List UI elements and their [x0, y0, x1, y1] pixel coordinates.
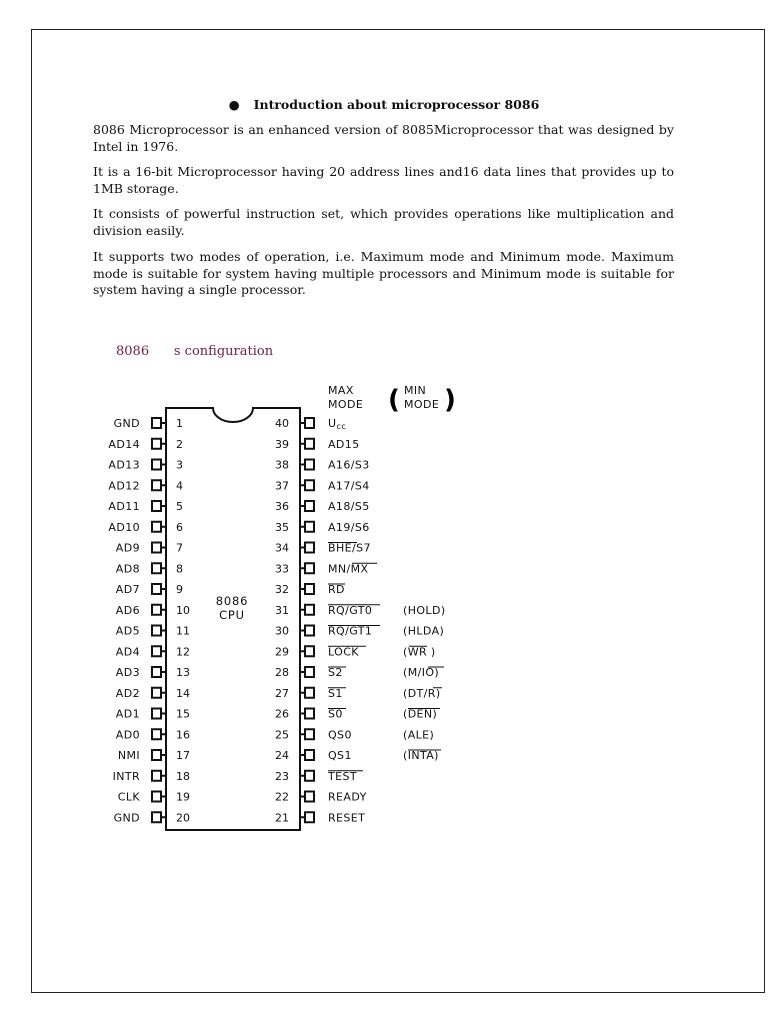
pin-name-left-3: AD13: [108, 458, 140, 472]
min-mode-open-paren: (: [388, 385, 400, 415]
pin-name-right-31: RQ/GT0: [328, 603, 373, 617]
pin-name-right-34: BHE/S7: [328, 541, 371, 555]
pins-group: [108, 417, 445, 824]
pin-number-36: 36: [275, 500, 289, 513]
pin-name-left-9: AD7: [115, 583, 140, 596]
pin-box-right-29: [305, 646, 314, 656]
bullet-marker: ●: [228, 97, 240, 112]
pin-name-left-16: AD0: [115, 728, 140, 742]
pin-name-left-7: AD9: [115, 541, 140, 555]
pin-name-right-25: QS0: [328, 728, 352, 742]
pin-number-27: 27: [275, 686, 289, 700]
pin-box-left-3: [152, 460, 161, 470]
chip-label-line1: 8086: [215, 594, 249, 608]
pin-box-right-27: [305, 688, 314, 698]
pin-number-26: 26: [275, 707, 289, 721]
pin-box-left-8: [152, 563, 161, 573]
pin-name-left-6: AD10: [108, 520, 140, 534]
pin-number-6: 6: [176, 520, 183, 534]
pin-box-right-21: [305, 812, 314, 822]
pin-name-right-27: S1: [328, 686, 343, 700]
pin-number-14: 14: [176, 686, 190, 700]
pin-name-left-18: INTR: [112, 769, 140, 783]
paragraph-2: It is a 16-bit Microprocessor having 20 address lines and16 data lines that provides up to 1MB storage.: [93, 164, 674, 196]
pin-box-right-28: [305, 667, 314, 677]
pin-number-13: 13: [176, 666, 190, 679]
max-mode-line1: MAX: [328, 384, 354, 397]
pin-box-right-32: [305, 584, 314, 594]
pin-name-right-37: A17/S4: [328, 479, 370, 493]
pin-name-left-12: AD4: [115, 645, 140, 659]
pin-name-right-24: QS1: [328, 749, 352, 762]
min-mode-line1: MIN: [404, 384, 427, 397]
paragraph-1: 8086 Microprocessor is an enhanced version of 8085Microprocessor that was designed by Intel in 1976.: [93, 122, 674, 154]
pin-name-left-14: AD2: [115, 686, 140, 700]
min-mode-line2: MODE: [404, 398, 440, 411]
pin-min-mode-27: (DT/R): [403, 686, 441, 700]
pin-number-3: 3: [176, 458, 183, 472]
pin-name-left-19: CLK: [117, 790, 140, 804]
pin-number-5: 5: [176, 500, 183, 513]
pin-number-21: 21: [275, 811, 289, 825]
pin-number-23: 23: [275, 769, 289, 783]
pin-min-mode-30: (HLDA): [403, 624, 445, 638]
pin-name-left-20: GND: [113, 811, 140, 825]
pin-name-right-38: A16/S3: [328, 458, 370, 472]
figure-caption: 8086 s configuration: [116, 344, 274, 359]
pin-box-left-14: [152, 688, 161, 698]
pin-number-17: 17: [176, 749, 190, 762]
pin-number-9: 9: [176, 583, 183, 596]
chip-label-line2: CPU: [219, 608, 245, 622]
pin-number-30: 30: [275, 624, 289, 638]
pin-box-right-23: [305, 771, 314, 781]
pin-number-7: 7: [176, 541, 183, 555]
pin-number-38: 38: [275, 458, 289, 472]
pin-min-mode-31: (HOLD): [403, 603, 446, 617]
pin-name-right-35: A19/S6: [328, 520, 370, 534]
pin-box-left-9: [152, 584, 161, 594]
pin-name-left-10: AD6: [115, 603, 140, 617]
pin-number-28: 28: [275, 666, 289, 679]
pin-min-mode-29: (WR ): [403, 645, 436, 659]
pin-number-10: 10: [176, 603, 190, 617]
pin-min-mode-28: (M/IO): [403, 666, 440, 679]
pin-number-8: 8: [176, 562, 183, 576]
pin-name-right-39: AD15: [328, 437, 360, 451]
max-mode-line2: MODE: [328, 398, 364, 411]
pin-box-right-22: [305, 792, 314, 802]
pin-number-16: 16: [176, 728, 190, 742]
paragraph-4: It supports two modes of operation, i.e. Maximum mode and Minimum mode. Maximum mode is suitable for system having multiple processors and Minimum mode is suitable for system having a single processor.: [93, 249, 674, 297]
pin-number-34: 34: [275, 541, 289, 555]
pin-name-left-4: AD12: [108, 479, 140, 493]
pin-box-left-12: [152, 646, 161, 656]
pin-name-left-1: GND: [113, 417, 140, 430]
pin-number-24: 24: [275, 749, 289, 762]
pin-number-22: 22: [275, 790, 289, 804]
pin-name-left-5: AD11: [108, 500, 140, 513]
paragraph-3: It consists of powerful instruction set, which provides operations like multiplication and division easily.: [93, 206, 674, 238]
pin-number-31: 31: [275, 603, 289, 617]
pin-box-left-4: [152, 480, 161, 490]
pin-number-29: 29: [275, 645, 289, 659]
pin-number-40: 40: [275, 417, 289, 430]
pin-name-right-21: RESET: [328, 811, 366, 825]
pin-box-left-5: [152, 501, 161, 511]
pin-box-right-33: [305, 563, 314, 573]
min-mode-close-paren: ): [444, 385, 456, 415]
pin-name-right-33: MN/MX: [328, 562, 369, 576]
pin-number-32: 32: [275, 583, 289, 596]
pin-number-18: 18: [176, 769, 190, 783]
pin-min-mode-25: (ALE): [403, 728, 435, 742]
pin-box-right-38: [305, 460, 314, 470]
pin-number-25: 25: [275, 728, 289, 742]
pin-name-right-22: READY: [328, 790, 367, 804]
pin-number-2: 2: [176, 437, 183, 451]
pin-box-left-20: [152, 812, 161, 822]
pin-name-right-23: TEST: [328, 769, 357, 783]
pin-box-right-30: [305, 626, 314, 636]
pin-box-right-31: [305, 605, 314, 615]
pin-number-12: 12: [176, 645, 190, 659]
pin-name-right-40: Ucc: [328, 417, 347, 431]
pin-box-right-37: [305, 480, 314, 490]
pin-box-left-19: [152, 792, 161, 802]
pin-box-left-6: [152, 522, 161, 532]
pin-number-39: 39: [275, 437, 289, 451]
pin-box-left-2: [152, 439, 161, 449]
pin-number-15: 15: [176, 707, 190, 721]
pin-box-left-13: [152, 667, 161, 677]
pin-box-left-15: [152, 709, 161, 719]
pin-box-right-40: [305, 418, 314, 428]
pin-box-right-24: [305, 750, 314, 760]
pin-name-left-13: AD3: [115, 666, 140, 679]
pin-number-37: 37: [275, 479, 289, 493]
pin-name-left-15: AD1: [115, 707, 140, 721]
pin-name-left-2: AD14: [108, 437, 140, 451]
pin-name-right-28: S2: [328, 666, 343, 679]
pin-number-35: 35: [275, 520, 289, 534]
pin-name-left-17: NMI: [117, 749, 140, 762]
pin-number-20: 20: [176, 811, 190, 825]
pin-name-left-11: AD5: [115, 624, 140, 638]
pin-number-4: 4: [176, 479, 183, 493]
heading-text: Introduction about microprocessor 8086: [253, 97, 540, 112]
pin-name-right-29: LOCK: [328, 645, 359, 659]
pin-name-left-8: AD8: [115, 562, 140, 576]
pin-box-left-16: [152, 729, 161, 739]
pin-number-19: 19: [176, 790, 190, 804]
pin-min-mode-26: (DEN): [403, 707, 438, 721]
pin-box-left-11: [152, 626, 161, 636]
pin-box-left-17: [152, 750, 161, 760]
pin-number-33: 33: [275, 562, 289, 576]
pin-number-1: 1: [176, 417, 183, 430]
pin-min-mode-24: (INTA): [403, 749, 439, 762]
pin-box-right-36: [305, 501, 314, 511]
pin-name-right-32: RD: [328, 583, 345, 596]
pin-box-right-39: [305, 439, 314, 449]
pin-box-right-34: [305, 543, 314, 553]
pin-box-left-18: [152, 771, 161, 781]
pin-box-left-7: [152, 543, 161, 553]
pin-number-11: 11: [176, 624, 190, 638]
pin-box-right-35: [305, 522, 314, 532]
pin-box-left-1: [152, 418, 161, 428]
pin-name-right-30: RQ/GT1: [328, 624, 373, 638]
pin-box-left-10: [152, 605, 161, 615]
pin-box-right-26: [305, 709, 314, 719]
pin-name-right-36: A18/S5: [328, 500, 370, 513]
pin-box-right-25: [305, 729, 314, 739]
pin-name-right-26: S0: [328, 707, 343, 721]
